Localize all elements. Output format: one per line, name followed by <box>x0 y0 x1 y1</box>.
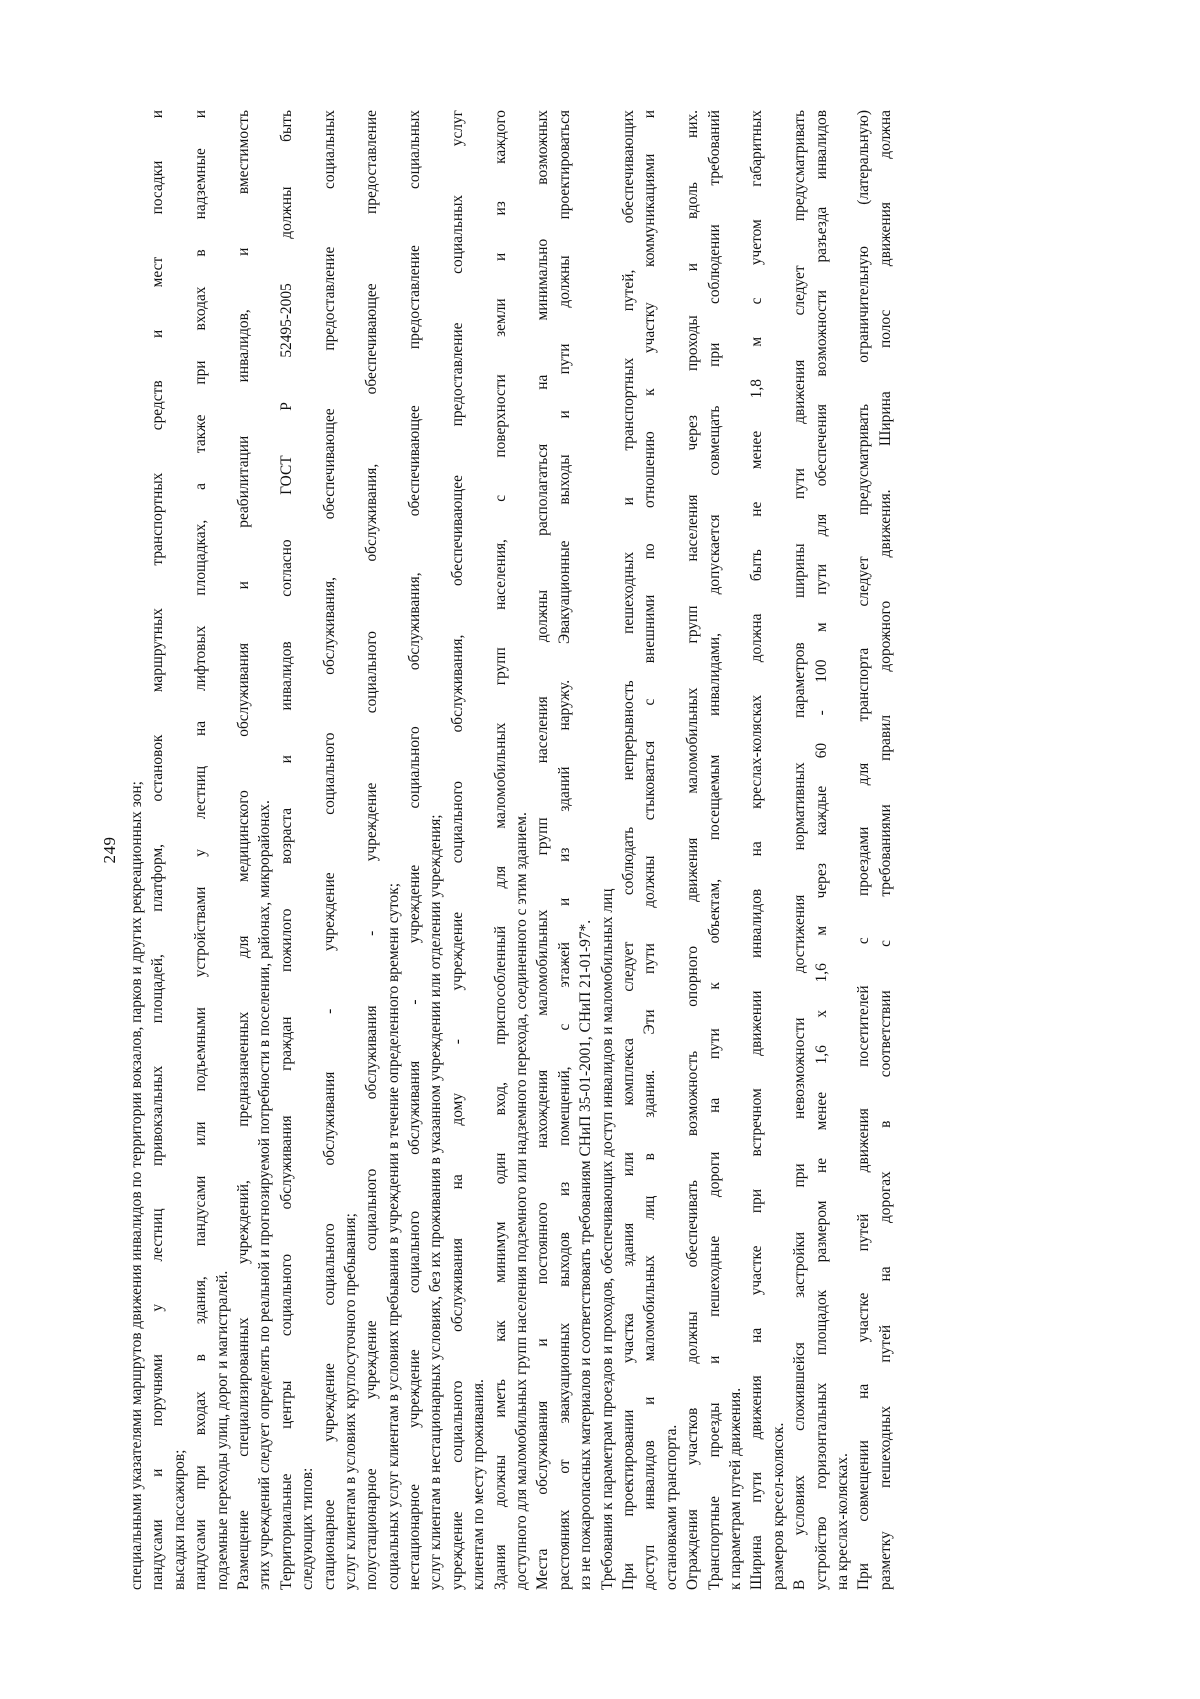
text-line: устройство горизонтальных площадок размером не менее 1,6 х 1,6 м через каждые 60 - 100 м пути для обеспечения возможности разъезда инвалидов <box>812 110 830 1590</box>
text-line: Территориальные центры социального обслуживания граждан пожилого возраста и инвалидов согласно ГОСТ Р 52495-2005 должны быть <box>277 110 295 1590</box>
text-line: учреждение социального обслуживания на дому - учреждение социального обслуживания, обеспечивающее предоставление социальных услуг <box>448 110 466 1590</box>
text-line: услуг клиентам в нестационарных условиях, без их проживания в указанном учреждении или отделении учреждения; <box>427 814 445 1590</box>
text-line: размеров кресел-колясок. <box>769 1422 787 1590</box>
text-line: на креслах-колясках. <box>833 1453 851 1590</box>
text-line: доступ инвалидов и маломобильных лиц в здания. Эти пути должны стыковаться с внешними по отношению к участку коммуникациями и <box>641 110 659 1590</box>
text-line: При совмещении на участке путей движения посетителей с проездами для транспорта следует предусматривать ограничительную (латеральную) <box>855 110 873 1590</box>
text-line: клиентам по месту проживания. <box>470 1379 488 1590</box>
text-line: подземные переходы улиц, дорог и магистралей. <box>213 1270 231 1590</box>
text-line: пандусами и поручнями у лестниц привокзальных площадей, платформ, остановок маршрутных транспортных средств и мест посадки и <box>149 110 167 1590</box>
text-line: доступного для маломобильных групп населения подземного или надземного перехода, соединенного с этим зданием. <box>513 812 531 1590</box>
text-line: Требования к параметрам проездов и проходов, обеспечивающих доступ инвалидов и маломобильных лиц <box>598 888 616 1590</box>
body-text <box>126 110 896 1590</box>
text-line: остановками транспорта. <box>662 1424 680 1590</box>
text-line: к параметрам путей движения. <box>726 1387 744 1590</box>
text-line: полустационарное учреждение социального обслуживания - учреждение социального обслуживания, обеспечивающее предоставление <box>363 110 381 1590</box>
text-line: услуг клиентам в условиях круглосуточного пребывания; <box>341 1213 359 1590</box>
text-line: этих учреждений следует определять по реальной и прогнозируемой потребности в поселении, районах, микрорайонах. <box>256 800 274 1590</box>
text-line: Ограждения участков должны обеспечивать возможность опорного движения маломобильных групп населения через проходы и вдоль них. <box>684 110 702 1590</box>
text-line: пандусами при входах в здания, пандусами или подъемными устройствами у лестниц на лифтовых площадках, а также при входах в надземные и <box>192 110 210 1590</box>
text-line: При проектировании участка здания или комплекса следует соблюдать непрерывность пешеходных и транспортных путей, обеспечивающих <box>619 110 637 1590</box>
page-number: 249 <box>100 836 119 864</box>
text-line: расстояниях от эвакуационных выходов из помещений, с этажей и из зданий наружу. Эвакуационные выходы и пути должны проектироваться <box>555 110 573 1590</box>
text-line: Транспортные проезды и пешеходные дороги на пути к объектам, посещаемым инвалидами, допускается совмещать при соблюдении требований <box>705 110 723 1590</box>
text-line: следующих типов: <box>299 1467 317 1590</box>
text-line: специальными указателями маршрутов движения инвалидов по территории вокзалов, парков и других рекреационных зон; <box>128 781 145 1590</box>
text-line: Здания должны иметь как минимум один вход, приспособленный для маломобильных групп населения, с поверхности земли и из каждого <box>491 110 509 1590</box>
text-line: нестационарное учреждение социального обслуживания - учреждение социального обслуживания, обеспечивающее предоставление социальных <box>406 110 424 1590</box>
text-line: высадки пассажиров; <box>170 1449 188 1590</box>
rotated-page-content <box>100 110 1100 1590</box>
text-line: Размещение специализированных учреждений, предназначенных для медицинского обслуживания и реабилитации инвалидов, и вместимость <box>234 110 252 1590</box>
text-line: разметку пешеходных путей на дорогах в соответствии с требованиями правил дорожного движения. Ширина полос движения должна <box>876 110 894 1590</box>
text-line: из не пожароопасных материалов и соответствовать требованиям СНиП 35-01-2001, СНиП 21-01-97*. <box>577 919 595 1590</box>
text-line: социальных услуг клиентам в условиях пребывания в учреждении в течение определенного времени суток; <box>384 883 402 1590</box>
text-line: Ширина пути движения на участке при встречном движении инвалидов на креслах-колясках должна быть не менее 1,8 м с учетом габаритных <box>748 110 766 1590</box>
text-line: Места обслуживания и постоянного нахождения маломобильных групп населения должны располагаться на минимально возможных <box>534 110 552 1590</box>
text-line: стационарное учреждение социального обслуживания - учреждение социального обслуживания, обеспечивающее предоставление социальных <box>320 110 338 1590</box>
text-line: В условиях сложившейся застройки при невозможности достижения нормативных параметров ширины пути движения следует предусматривать <box>791 110 809 1590</box>
